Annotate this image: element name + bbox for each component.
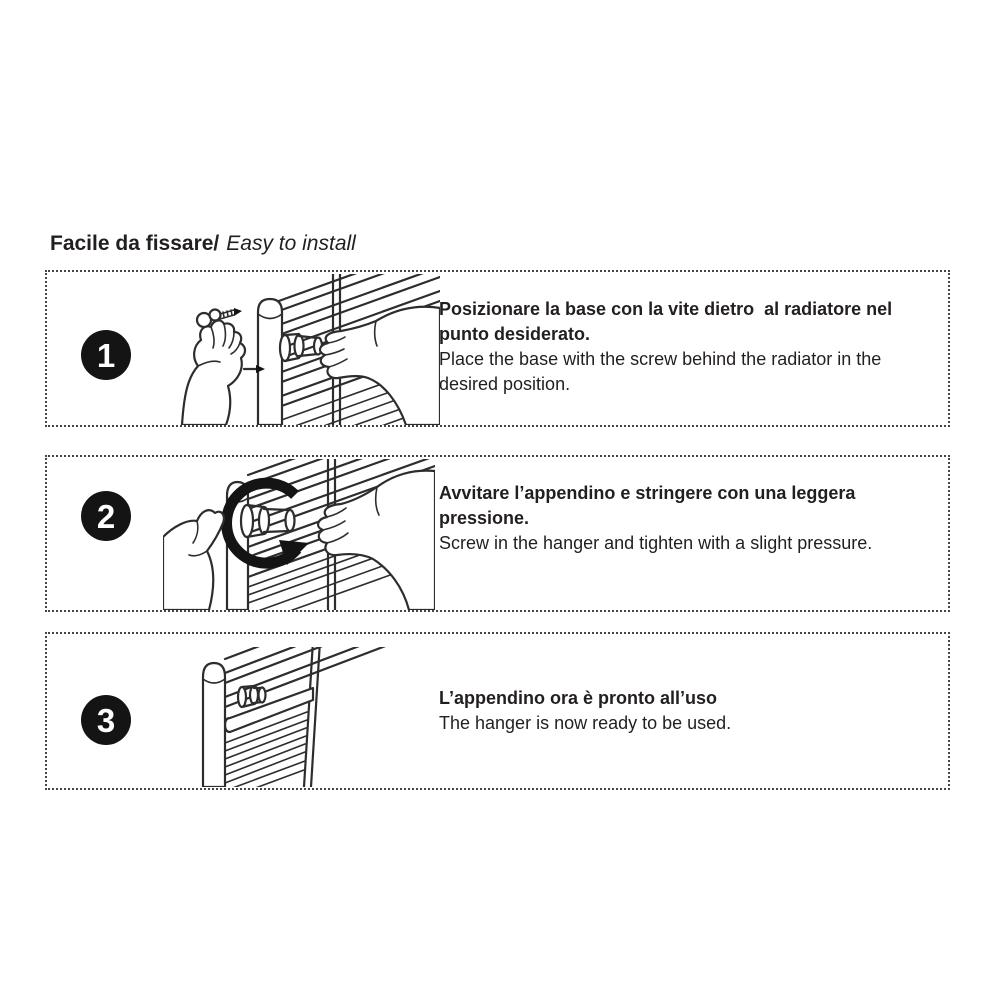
step-1-body-line: desired position. bbox=[439, 374, 571, 394]
step-3-heading-line: L’appendino ora è pronto all’uso bbox=[439, 688, 718, 708]
page-title-english: Easy to install bbox=[226, 232, 356, 255]
step-2-illustration-screwing-hanger-icon bbox=[163, 459, 435, 610]
step-1-heading-line: Posizionare la base con la vite dietro al radiatore nel bbox=[439, 299, 893, 319]
step-2-heading-line: pressione. bbox=[439, 508, 530, 528]
step-1-illustration-radiator-hands-icon bbox=[168, 274, 440, 425]
step-3-body-line: The hanger is now ready to be used. bbox=[439, 713, 732, 733]
step-1-number-badge bbox=[81, 330, 131, 380]
page-title-italian: Facile da fissare/ bbox=[50, 232, 220, 255]
step-2-number-badge bbox=[81, 491, 131, 541]
step-1-number: 1 bbox=[96, 336, 116, 374]
step-2-text bbox=[439, 481, 872, 556]
step-3-number: 3 bbox=[96, 701, 116, 739]
step-3-box bbox=[45, 632, 950, 790]
step-2-box bbox=[45, 455, 950, 612]
step-3-illustration-radiator-ready-icon bbox=[200, 647, 425, 787]
step-1-body-line: Place the base with the screw behind the radiator in the bbox=[439, 349, 882, 369]
step-1-box bbox=[45, 270, 950, 427]
step-3-text bbox=[439, 686, 731, 736]
step-2-body-line: Screw in the hanger and tighten with a slight pressure. bbox=[439, 533, 873, 553]
step-1-heading-line: punto desiderato. bbox=[439, 324, 591, 344]
step-2-heading-line: Avvitare l’appendino e stringere con una leggera bbox=[439, 483, 856, 503]
step-3-number-badge bbox=[81, 695, 131, 745]
step-2-number: 2 bbox=[96, 497, 116, 535]
step-1-text bbox=[439, 297, 892, 397]
page-title bbox=[50, 231, 356, 257]
